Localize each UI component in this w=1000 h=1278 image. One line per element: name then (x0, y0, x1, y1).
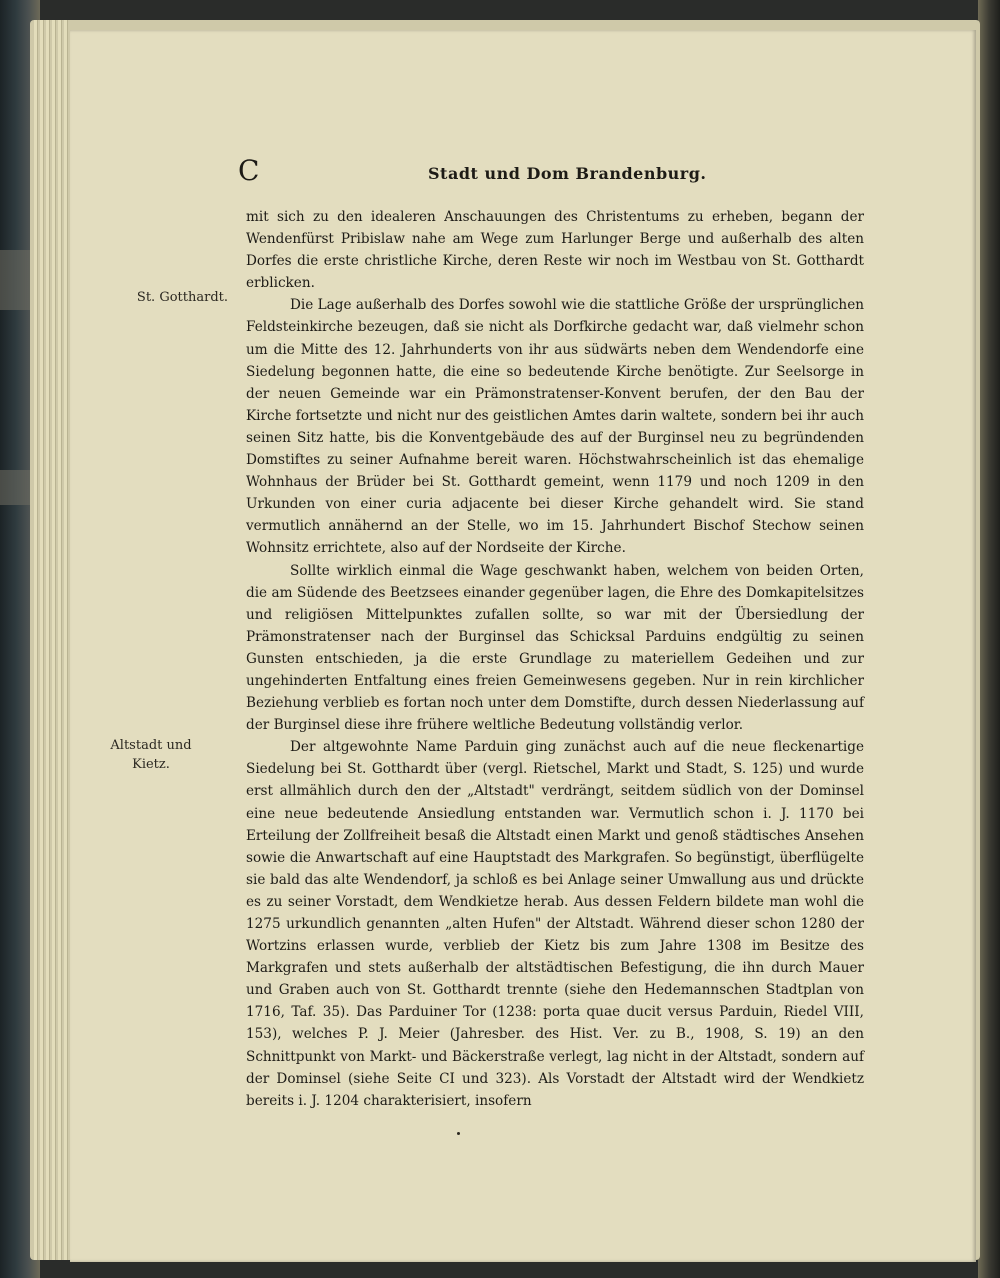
sidenote-altstadt-kietz (92, 736, 210, 774)
page-number: C (238, 154, 261, 187)
paragraph: Die Lage außerhalb des Dorfes sowohl wie die stattliche Größe der ursprünglichen Feldsteinkirche bezeugen, daß sie nicht als Dorfkirche gedacht war, daß vielmehr schon um die Mitte des 12. Jahrhunderts von ihr aus südwärts neben dem Wendendorfe eine Siedelung begonnen hatte, die eine so bedeutende Kirche benötigte. Zur Seelsorge in der neuen Gemeinde war ein Prämonstratenser-Konvent berufen, der den Bau der Kirche fortsetzte und nicht nur des geistlichen Amtes darin waltete, sondern bei ihr auch seinen Sitz hatte, bis die Konventgebäude des auf der Burginsel neu zu begründenden Domstiftes zu seiner Aufnahme bereit waren. Höchstwahrscheinlich ist das ehemalige Wohnhaus der Brüder bei St. Gotthardt gemeint, wenn 1179 und noch 1209 in den Urkunden von einer curia adjacente bei dieser Kirche gehandelt wird. Sie stand vermutlich annähernd an der Stelle, wo im 15. Jahrhundert Bischof Stechow seinen Wohnsitz errichtete, also auf der Nordseite der Kirche. (246, 297, 864, 557)
paragraph: mit sich zu den idealeren Anschauungen des Christentums zu erheben, begann der Wendenfürst Pribislaw nahe am Wege zum Harlunger Berge und außerhalb des alten Dorfes die erste christliche Kirche, deren Reste wir noch im Westbau von St. Gotthardt erblicken. (246, 209, 864, 292)
sidenote-st-gotthardt (110, 288, 228, 307)
book-page (70, 30, 976, 1262)
book-right-edge (978, 0, 1000, 1278)
sidenote-line: Kietz. (132, 757, 170, 772)
sidenote-line: Altstadt und (110, 738, 192, 753)
page-header (238, 154, 938, 194)
paper-speck (457, 1132, 460, 1135)
sidenote-text: St. Gotthardt. (136, 290, 228, 305)
paragraph: Sollte wirklich einmal die Wage geschwankt haben, welchem von beiden Orten, die am Südende des Beetzsees einander gegenüber lagen, die Ehre des Domkapitelsitzes und religiösen Mittelpunktes zufallen sollte, so war mit der Übersiedlung der Prämonstratenser nach der Burginsel das Schicksal Parduins endgültig zu seinen Gunsten entschieden, ja die erste Grundlage zu materiellem Gedeihen und zur ungehinderten Entfaltung eines freien Gemeinwesens gegeben. Nur in rein kirchlicher Beziehung verblieb es fortan noch unter dem Domstifte, durch dessen Niederlassung auf der Burginsel diese ihre frühere weltliche Bedeutung vollständig verlor. (246, 562, 864, 734)
running-title: Stadt und Dom Brandenburg. (428, 164, 707, 183)
paragraph: Der altgewohnte Name Parduin ging zunächst auch auf die neue fleckenartige Siedelung bei St. Gotthardt über (vergl. Rietschel, Markt und Stadt, S. 125) und wurde erst allmählich durch den der „Altstadt" verdrängt, seitdem südlich von der Dominsel eine neue bedeutende Ansiedlung entstanden war. Vermutlich schon i. J. 1170 bei Erteilung der Zollfreiheit besaß die Altstadt einen Markt und genoß städtisches Ansehen sowie die Anwartschaft auf eine Hauptstadt des Markgrafen. So begünstigt, überflügelte sie bald das alte Wendendorf, ja schloß es bei Anlage seiner Umwallung aus und drückte es zu seiner Vorstadt, dem Wendkietze herab. Aus dessen Feldern bildete man wohl die 1275 urkundlich genannten „alten Hufen" der Altstadt. Während dieser schon 1280 der Wortzins erlassen wurde, verblieb der Kietz bis zum Jahre 1308 im Besitze des Markgrafen und stets außerhalb der altstädtischen Befestigung, die ihn durch Mauer und Graben auch von St. Gotthardt trennte (siehe den Hedemannschen Stadtplan von 1716, Taf. 35). Das Parduiner Tor (1238: porta quae ducit versus Parduin, Riedel VIII, 153), welches P. J. Meier (Jahresber. des Hist. Ver. zu B., 1908, S. 19) an den Schnittpunkt von Markt- und Bäckerstraße verlegt, lag nicht in der Altstadt, sondern auf der Dominsel (siehe Seite CI und 323). Als Vorstadt der Altstadt wird der Wendkietz bereits i. J. 1204 charakterisiert, insofern (246, 739, 864, 1109)
body-text (246, 206, 864, 1112)
